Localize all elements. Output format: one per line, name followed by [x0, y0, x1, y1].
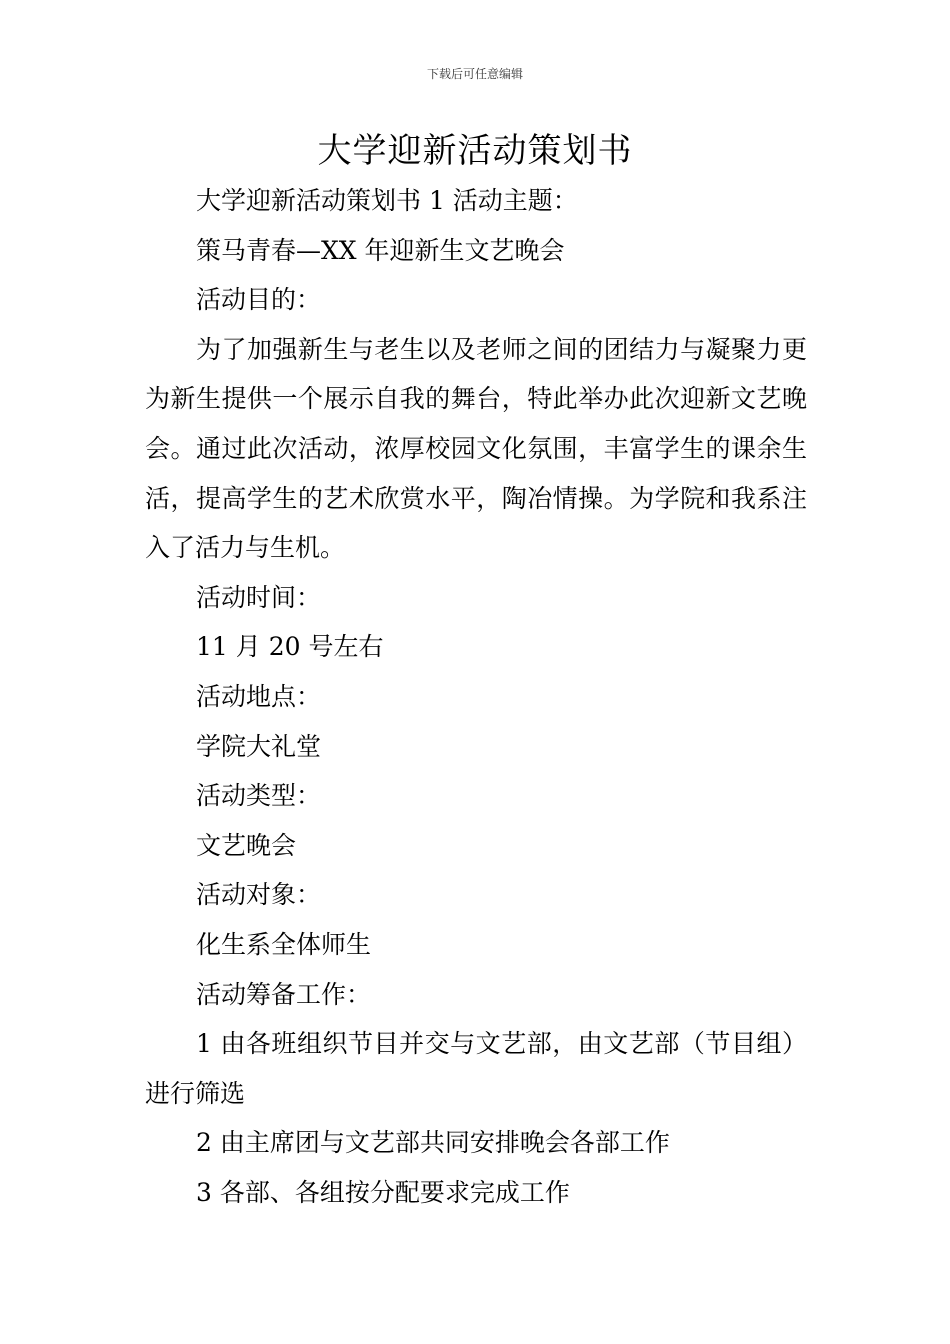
paragraph-audience: 化生系全体师生 [196, 929, 372, 959]
page-header-note: 下载后可任意编辑 [426, 67, 523, 81]
paragraph-audience-heading: 活动对象： [196, 880, 322, 910]
paragraph-time-heading: 活动时间： [196, 582, 322, 612]
document-body [145, 176, 807, 1217]
document-title: 大学迎新活动策划书 [317, 131, 633, 171]
paragraph-preparation-item: 2 由主席团与文艺部共同安排晚会各部工作 [196, 1128, 670, 1158]
paragraph-location-heading: 活动地点： [196, 681, 322, 711]
paragraph-type-heading: 活动类型： [196, 781, 322, 811]
paragraph-theme: 策马青春—XX 年迎新生文艺晚会 [196, 235, 565, 265]
paragraph-theme-heading: 大学迎新活动策划书 1 活动主题： [196, 186, 578, 215]
paragraph-preparation-heading: 活动筹备工作： [196, 979, 372, 1009]
paragraph-location: 学院大礼堂 [196, 731, 322, 761]
paragraph-purpose-heading: 活动目的： [196, 285, 322, 315]
paragraph-type: 文艺晚会 [196, 830, 297, 860]
paragraph-preparation-item: 1 由各班组织节目并交与文艺部，由文艺部（节目组）进行筛选 [145, 1029, 807, 1108]
paragraph-purpose: 为了加强新生与老生以及老师之间的团结力与凝聚力更为新生提供一个展示自我的舞台，特此举办此次迎新文艺晚会。通过此次活动，浓厚校园文化氛围，丰富学生的课余生活，提高学生的艺术欣赏水平，陶冶情操。为学院和我系注入了活力与生机。 [145, 334, 807, 563]
paragraph-time: 11 月 20 号左右 [196, 632, 384, 662]
paragraph-preparation-item: 3 各部、各组按分配要求完成工作 [196, 1177, 570, 1207]
